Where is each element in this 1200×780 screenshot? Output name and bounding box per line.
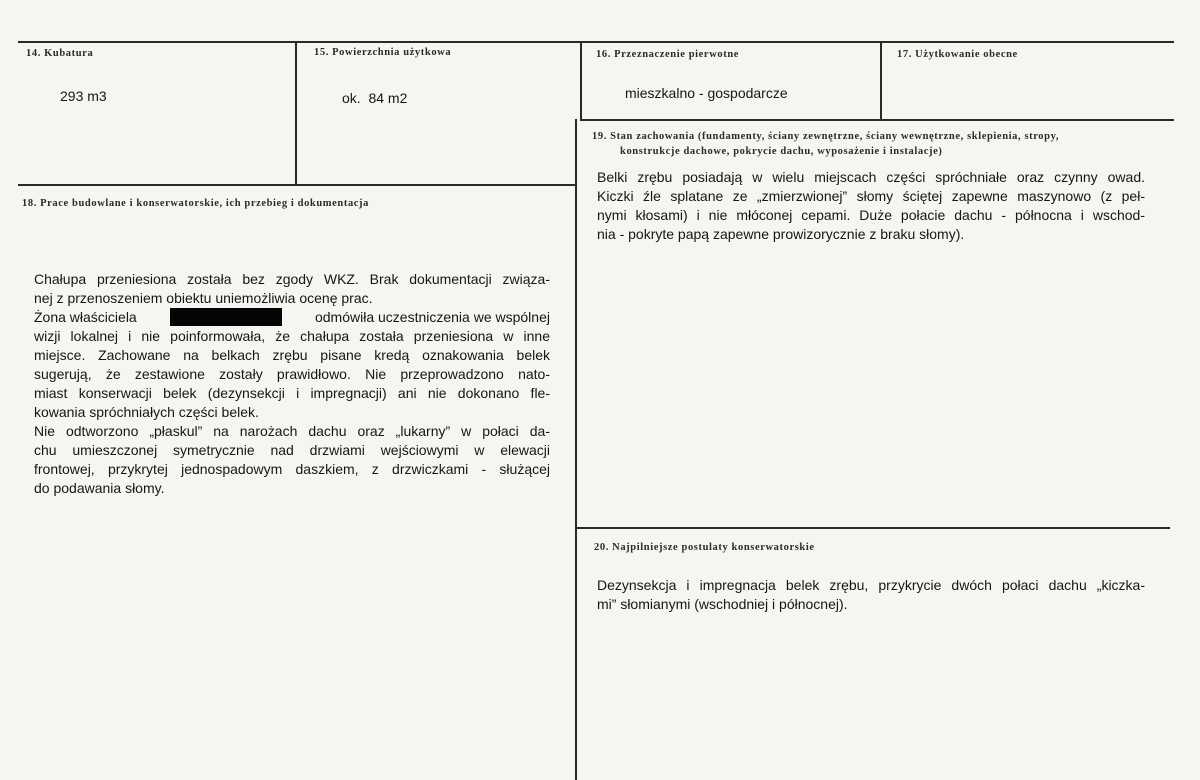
field-20-line: mi” słomianymi (wschodniej i północnej). xyxy=(597,596,848,612)
field-17-label: 17. Użytkowanie obecne xyxy=(897,49,1018,60)
field-18-label: 18. Prace budowlane i konserwatorskie, ich przebieg i dokumentacja xyxy=(22,198,370,209)
field-19-line: Belki zrębu posiadają w wielu miejscach części spróchniałe oraz czynny owad. xyxy=(597,169,1145,185)
field-19-label xyxy=(592,129,1059,159)
field-18-line-redacted xyxy=(34,308,550,327)
divider-16-17 xyxy=(880,42,882,120)
field-18-text xyxy=(34,270,550,498)
rule-above-18 xyxy=(18,184,576,186)
field-18-line: wizji lokalnej i nie poinformowała, że chałupa została przeniesiona w inne xyxy=(34,328,550,344)
field-19-line: nymi kłosami) i nie młóconej cepami. Duże połacie dachu - północna i wschod- xyxy=(597,207,1145,223)
field-15-value: ok. 84 m2 xyxy=(342,90,408,106)
divider-main-vertical xyxy=(575,119,577,780)
field-20-label: 20. Najpilniejsze postulaty konserwatorskie xyxy=(594,542,815,553)
field-18-line: Chałupa przeniesiona została bez zgody WKZ. Brak dokumentacji związa- xyxy=(34,271,550,287)
rule-under-16-17 xyxy=(580,119,1174,121)
field-18-line: kowania spróchniałych części belek. xyxy=(34,404,259,420)
field-18-line: Nie odtworzono „płaskul” na narożach dachu oraz „lukarny” w połaci da- xyxy=(34,423,550,439)
field-15-label: 15. Powierzchnia użytkowa xyxy=(314,47,452,58)
field-19-line: Kiczki źle splatane ze „zmierzwionej” słomy ściętej zapewne maszynowo (z peł- xyxy=(597,188,1145,204)
field-14-label: 14. Kubatura xyxy=(26,48,94,59)
redaction-bar xyxy=(170,308,282,326)
rule-above-20 xyxy=(576,527,1170,529)
field-20-line: Dezynsekcja i impregnacja belek zrębu, przykrycie dwóch połaci dachu „kiczka- xyxy=(597,577,1145,593)
field-19-label-line-1: 19. Stan zachowania (fundamenty, ściany zewnętrzne, ściany wewnętrzne, sklepienia, stropy, xyxy=(592,131,1060,142)
field-18-line: chu umieszczonej symetrycznie nad drzwiami wejściowymi w elewacji xyxy=(34,442,550,458)
field-16-value: mieszkalno - gospodarcze xyxy=(625,85,788,101)
field-18-owner-label: Żona właściciela xyxy=(34,309,137,325)
divider-15-16 xyxy=(580,42,582,120)
field-18-line: do podawania słomy. xyxy=(34,480,165,496)
field-19-line: nia - pokryte papą zapewne prowizorycznie z braku słomy). xyxy=(597,226,965,242)
field-16-label: 16. Przeznaczenie pierwotne xyxy=(596,49,740,60)
field-18-line: nej z przenoszeniem obiektu uniemożliwia ocenę prac. xyxy=(34,290,373,306)
field-19-label-line-2: konstrukcje dachowe, pokrycie dachu, wyposażenie i instalacje) xyxy=(620,146,943,157)
field-18-line: sugerują, że zestawione zostały prawidłowo. Nie przeprowadzono nato- xyxy=(34,366,550,382)
field-19-text xyxy=(597,168,1145,244)
field-18-line: miast konserwacji belek (dezynsekcji i impregnacji) ani nie dokonano fle- xyxy=(34,385,550,401)
field-14-value: 293 m3 xyxy=(60,88,107,104)
field-20-text xyxy=(597,576,1145,614)
field-18-line: miejsce. Zachowane na belkach zrębu pisane kredą oznakowania belek xyxy=(34,347,550,363)
field-18-line: frontowej, przykrytej jednospadowym daszkiem, z drzwiczkami - służącej xyxy=(34,461,550,477)
divider-14-15 xyxy=(295,42,297,184)
field-18-owner-rest: odmówiła uczestniczenia we wspólnej xyxy=(314,309,550,325)
top-rule xyxy=(18,41,1174,43)
